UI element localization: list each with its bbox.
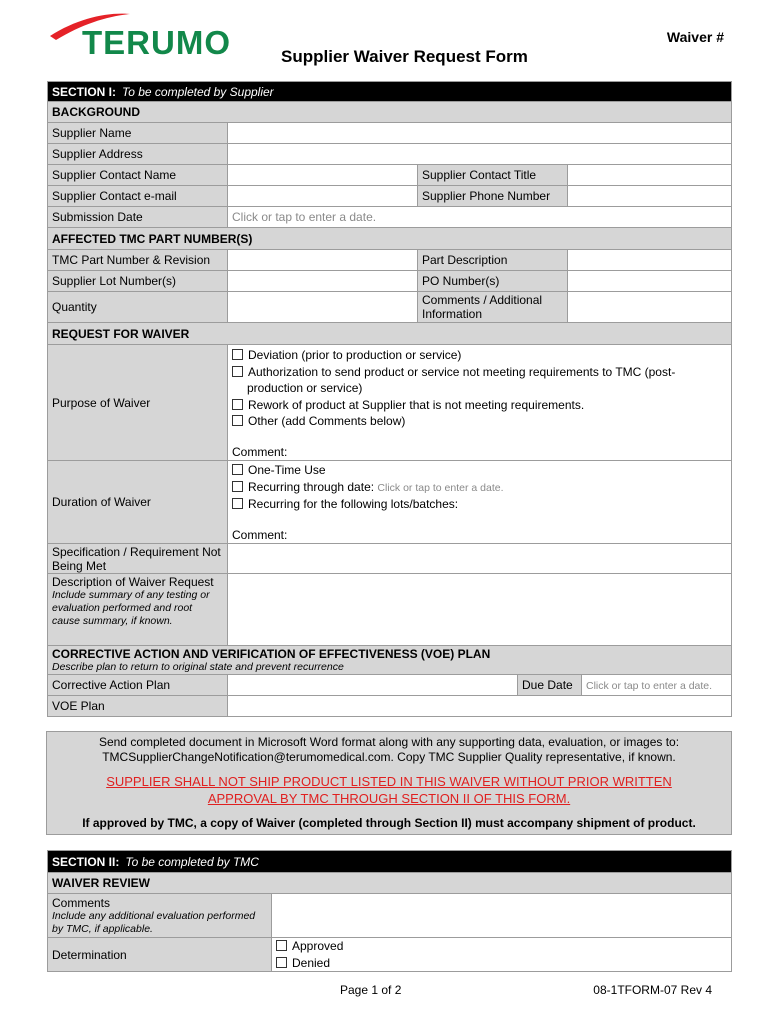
- notice-footer: If approved by TMC, a copy of Waiver (completed through Section II) must accompany shipment of product.: [82, 816, 696, 830]
- determination-denied[interactable]: Denied: [276, 955, 727, 972]
- spec-label: Specification / Requirement Not Being Met: [48, 544, 228, 574]
- duration-option-recurring-date[interactable]: Recurring through date: Click or tap to enter a date.: [232, 479, 727, 497]
- purpose-comment-label: Comment:: [232, 444, 288, 459]
- duration-comment-label: Comment:: [232, 527, 288, 542]
- corrective-note: Describe plan to return to original state and prevent recurrence: [52, 660, 344, 673]
- form-revision: 08-1TFORM-07 Rev 4: [593, 983, 712, 997]
- purpose-option-other[interactable]: Other (add Comments below): [232, 413, 727, 430]
- submission-date-placeholder: Click or tap to enter a date.: [232, 210, 377, 224]
- checkbox[interactable]: [232, 481, 243, 492]
- due-date-picker[interactable]: [582, 675, 732, 696]
- determination-label: Determination: [48, 938, 272, 972]
- part-description-label: Part Description: [418, 250, 568, 271]
- determination-approved[interactable]: Approved: [276, 938, 727, 955]
- voe-plan-field[interactable]: [228, 696, 732, 717]
- contact-name-label: Supplier Contact Name: [48, 165, 228, 186]
- affected-parts-heading: AFFECTED TMC PART NUMBER(S): [48, 228, 732, 250]
- review-comments-label-cell: [48, 894, 272, 938]
- phone-number-field[interactable]: [568, 186, 732, 207]
- review-comments-field[interactable]: [272, 894, 732, 938]
- duration-label: Duration of Waiver: [48, 461, 228, 544]
- due-date-placeholder: Click or tap to enter a date.: [586, 680, 713, 692]
- page-number: Page 1 of 2: [340, 983, 402, 997]
- shipping-warning: SUPPLIER SHALL NOT SHIP PRODUCT LISTED IN THIS WAIVER WITHOUT PRIOR WRITTEN APPROVAL BY TMC THROUGH SECTION II OF THIS FORM.: [106, 774, 672, 806]
- background-heading: BACKGROUND: [48, 102, 732, 123]
- duration-option-one-time[interactable]: One-Time Use: [232, 462, 727, 479]
- part-description-field[interactable]: [568, 250, 732, 271]
- submission-date-label: Submission Date: [48, 207, 228, 228]
- quantity-label: Quantity: [48, 292, 228, 323]
- supplier-name-field[interactable]: [228, 123, 732, 144]
- contact-name-field[interactable]: [228, 165, 418, 186]
- determination-options: [272, 938, 732, 972]
- purpose-option-rework[interactable]: Rework of product at Supplier that is not meeting requirements.: [232, 397, 727, 414]
- po-numbers-field[interactable]: [568, 271, 732, 292]
- corrective-table: [47, 674, 732, 717]
- corrective-heading-cell: [48, 646, 732, 675]
- logo-text: TERUMO: [82, 24, 231, 60]
- section2-header: SECTION II: To be completed by TMC: [48, 851, 732, 873]
- notice-line-1: Send completed document in Microsoft Word format along with any supporting data, evaluation, or images to:: [98, 735, 680, 749]
- spec-field[interactable]: [228, 544, 732, 574]
- contact-email-label: Supplier Contact e-mail: [48, 186, 228, 207]
- purpose-option-authorization[interactable]: Authorization to send product or service not meeting requirements to TMC (post-production or service): [232, 364, 727, 397]
- review-comments-label: Comments: [52, 896, 111, 910]
- contact-title-label: Supplier Contact Title: [418, 165, 568, 186]
- supplier-address-label: Supplier Address: [48, 144, 228, 165]
- waiver-number-label: Waiver #: [666, 29, 724, 45]
- submission-notice: [46, 731, 732, 835]
- part-number-field[interactable]: [228, 250, 418, 271]
- po-numbers-label: PO Number(s): [418, 271, 568, 292]
- section2-table: [47, 850, 732, 972]
- description-note: Include summary of any testing or evaluation performed and root cause summary, if known.: [52, 589, 210, 627]
- duration-options: [228, 461, 732, 544]
- comments-label: Comments / Additional Information: [418, 292, 568, 323]
- form-title: Supplier Waiver Request Form: [281, 47, 528, 66]
- purpose-option-deviation[interactable]: Deviation (prior to production or service): [232, 347, 727, 364]
- purpose-options: [228, 345, 732, 461]
- supplier-name-label: Supplier Name: [48, 123, 228, 144]
- section1-header: SECTION I: To be completed by Supplier: [48, 82, 732, 102]
- description-label-cell: [48, 574, 228, 646]
- lot-numbers-field[interactable]: [228, 271, 418, 292]
- contact-title-field[interactable]: [568, 165, 732, 186]
- recurring-date-placeholder[interactable]: Click or tap to enter a date.: [377, 481, 504, 494]
- lot-numbers-label: Supplier Lot Number(s): [48, 271, 228, 292]
- checkbox[interactable]: [276, 957, 287, 968]
- section1-table: [47, 81, 732, 675]
- checkbox[interactable]: [232, 415, 243, 426]
- checkbox[interactable]: [232, 399, 243, 410]
- voe-plan-label: VOE Plan: [48, 696, 228, 717]
- corrective-heading: CORRECTIVE ACTION AND VERIFICATION OF EFFECTIVENESS (VOE) PLAN: [52, 646, 491, 661]
- checkbox[interactable]: [232, 349, 243, 360]
- terumo-logo: [48, 10, 270, 60]
- supplier-address-field[interactable]: [228, 144, 732, 165]
- quantity-field[interactable]: [228, 292, 418, 323]
- phone-number-label: Supplier Phone Number: [418, 186, 568, 207]
- review-comments-note: Include any additional evaluation performed by TMC, if applicable.: [52, 910, 256, 935]
- comments-field[interactable]: [568, 292, 732, 323]
- action-plan-label: Corrective Action Plan: [48, 675, 228, 696]
- checkbox[interactable]: [232, 464, 243, 475]
- checkbox[interactable]: [276, 940, 287, 951]
- checkbox[interactable]: [232, 366, 243, 377]
- due-date-label: Due Date: [518, 675, 582, 696]
- request-heading: REQUEST FOR WAIVER: [48, 323, 732, 345]
- waiver-review-heading: WAIVER REVIEW: [48, 873, 732, 894]
- contact-email-field[interactable]: [228, 186, 418, 207]
- description-label: Description of Waiver Request: [52, 575, 214, 589]
- action-plan-field[interactable]: [228, 675, 518, 696]
- description-field[interactable]: [228, 574, 732, 646]
- checkbox[interactable]: [232, 498, 243, 509]
- submission-date-picker[interactable]: [228, 207, 732, 228]
- notice-line-2: TMCSupplierChangeNotification@terumomedical.com. Copy TMC Supplier Quality representative, if known.: [102, 750, 676, 764]
- part-number-label: TMC Part Number & Revision: [48, 250, 228, 271]
- duration-option-recurring-lots[interactable]: Recurring for the following lots/batches:: [232, 496, 727, 513]
- purpose-label: Purpose of Waiver: [48, 345, 228, 461]
